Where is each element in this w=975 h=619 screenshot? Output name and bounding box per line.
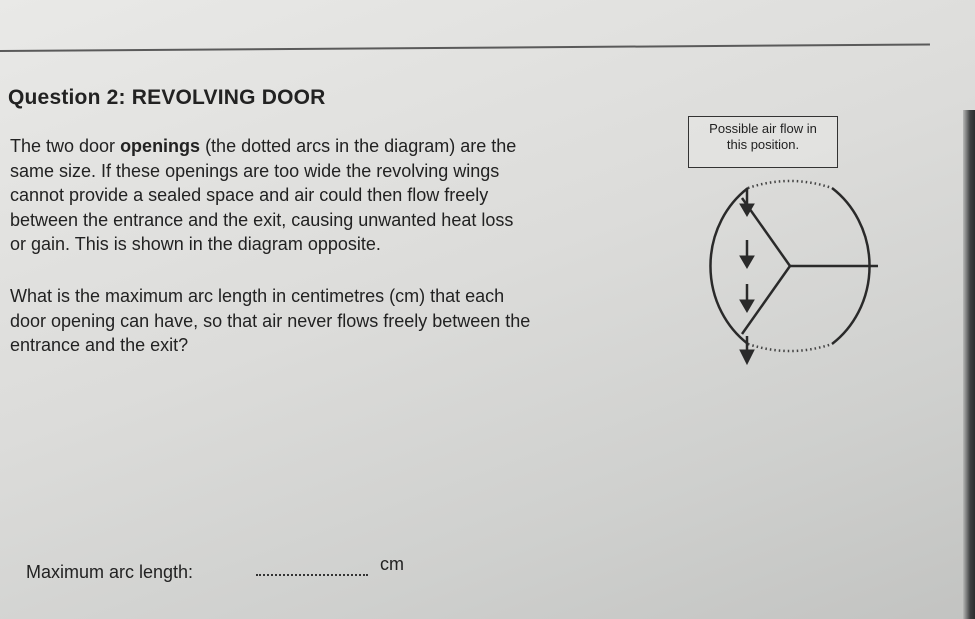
callout-line-2: this position. [726, 137, 800, 152]
paragraph-1-line-4: between the entrance and the exit, causing unwanted heat loss [10, 209, 514, 230]
paragraph-2-line-1: What is the maximum arc length in centimetres (cm) that each [10, 286, 505, 306]
callout-line-1: Possible air flow in [709, 121, 817, 136]
page-edge-shadow [963, 110, 975, 619]
paragraph-1-line-5: or gain. This is shown in the diagram opposite. [10, 234, 381, 254]
bottom-opening-dotted-arc [748, 344, 832, 351]
answer-blank-line[interactable] [256, 574, 368, 576]
top-rule [0, 44, 930, 52]
line-1-text-after: (the dotted arcs in the diagram) are the [200, 136, 517, 156]
paragraph-2-line-2: door opening can have, so that air never flows freely between the [10, 310, 531, 331]
question-paragraph-2 [10, 284, 690, 358]
paragraph-1-line-1 [10, 134, 690, 159]
question-paragraph-1 [10, 134, 690, 257]
paragraph-1-line-3: cannot provide a sealed space and air could then flow freely [10, 185, 489, 205]
answer-label: Maximum arc length: [26, 562, 194, 582]
revolving-door-diagram [690, 166, 890, 376]
question-title: Question 2: REVOLVING DOOR [8, 86, 326, 109]
line-1-text-before: The two door [10, 136, 121, 156]
paragraph-2-line-3: entrance and the exit? [10, 335, 189, 355]
paragraph-1-line-2: same size. If these openings are too wide the revolving wings [10, 160, 500, 181]
left-wall-arc [710, 188, 748, 344]
answer-unit: cm [380, 554, 404, 574]
openings-bold-term: openings [120, 136, 201, 156]
top-opening-dotted-arc [748, 181, 832, 188]
airflow-callout-box [688, 116, 838, 168]
